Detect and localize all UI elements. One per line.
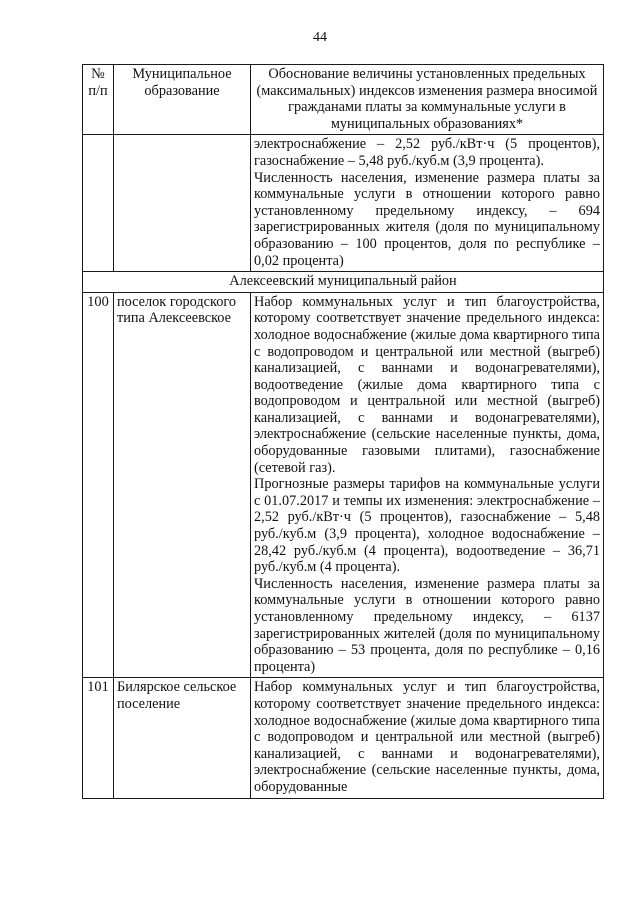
continuation-row xyxy=(83,135,604,272)
cell-justification xyxy=(251,292,604,678)
justification-paragraph: Набор коммунальных услуг и тип благоустройства, которому соответствует значение предельного индекса: холодное водоснабжение (жилые дома квартирного типа с водопроводом и центральной или местной (выгреб) канализацией, с ваннами и водонагревателями), водоотведение (жилые дома квартирного типа с водопроводом и центральной или местной (выгреб) канализацией, с ваннами и водонагревателями), электроснабжение (сельские населенные пункты, дома, оборудованные газовыми плитами), газоснабжение (сетевой газ). xyxy=(254,293,600,476)
cell-municipality: Билярское сельское поселение xyxy=(114,678,251,798)
table-header-row xyxy=(83,65,604,135)
justification-paragraph: Численность населения, изменение размера платы за коммунальные услуги в отношении которого равно установленному предельному индексу, – 6137 зарегистрированных жителей (доля по муниципальному образованию – 53 процента, доля по республике – 0,16 процента) xyxy=(254,575,600,675)
justification-paragraph: электроснабжение – 2,52 руб./кВт·ч (5 процентов), газоснабжение – 5,48 руб./куб.м (3,9 процента). xyxy=(254,136,600,169)
cell-justification xyxy=(251,678,604,798)
justification-paragraph: Набор коммунальных услуг и тип благоустройства, которому соответствует значение предельного индекса: холодное водоснабжение (жилые дома квартирного типа с водопроводом и центральной или местной (выгреб) канализацией, с ваннами и водонагревателями), электроснабжение (сельские населенные пункты, дома, оборудованные xyxy=(254,679,600,795)
header-number: № п/п xyxy=(83,65,114,135)
justification-paragraph: Численность населения, изменение размера платы за коммунальные услуги в отношении которого равно установленному предельному индексу, – 694 зарегистрированных жителя (доля по муниципальному образованию – 100 процентов, доля по республике – 0,02 процента) xyxy=(254,169,600,269)
cell-municipality: поселок городского типа Алексеевское xyxy=(114,292,251,678)
cell-number: 100 xyxy=(83,292,114,678)
cell-municipality xyxy=(114,135,251,272)
table-row xyxy=(83,678,604,798)
header-municipality: Муниципальное образование xyxy=(114,65,251,135)
justification-paragraph: Прогнозные размеры тарифов на коммунальные услуги с 01.07.2017 и темпы их изменения: электроснабжение – 2,52 руб./кВт·ч (5 процентов), газоснабжение – 5,48 руб./куб.м (3,9 процента), холодное водоснабжение – 28,42 руб./куб.м (4 процента), водоотведение – 36,71 руб./куб.м (4 процента). xyxy=(254,476,600,576)
tariff-index-table xyxy=(82,64,604,799)
cell-justification xyxy=(251,135,604,272)
cell-number xyxy=(83,135,114,272)
table-row xyxy=(83,292,604,678)
district-title: Алексеевский муниципальный район xyxy=(83,272,604,293)
district-row xyxy=(83,272,604,293)
page-number: 44 xyxy=(313,30,327,45)
cell-number: 101 xyxy=(83,678,114,798)
header-justification: Обоснование величины установленных предельных (максимальных) индексов изменения размера вносимой гражданами платы за коммунальные услуги в муниципальных образованиях* xyxy=(251,65,604,135)
